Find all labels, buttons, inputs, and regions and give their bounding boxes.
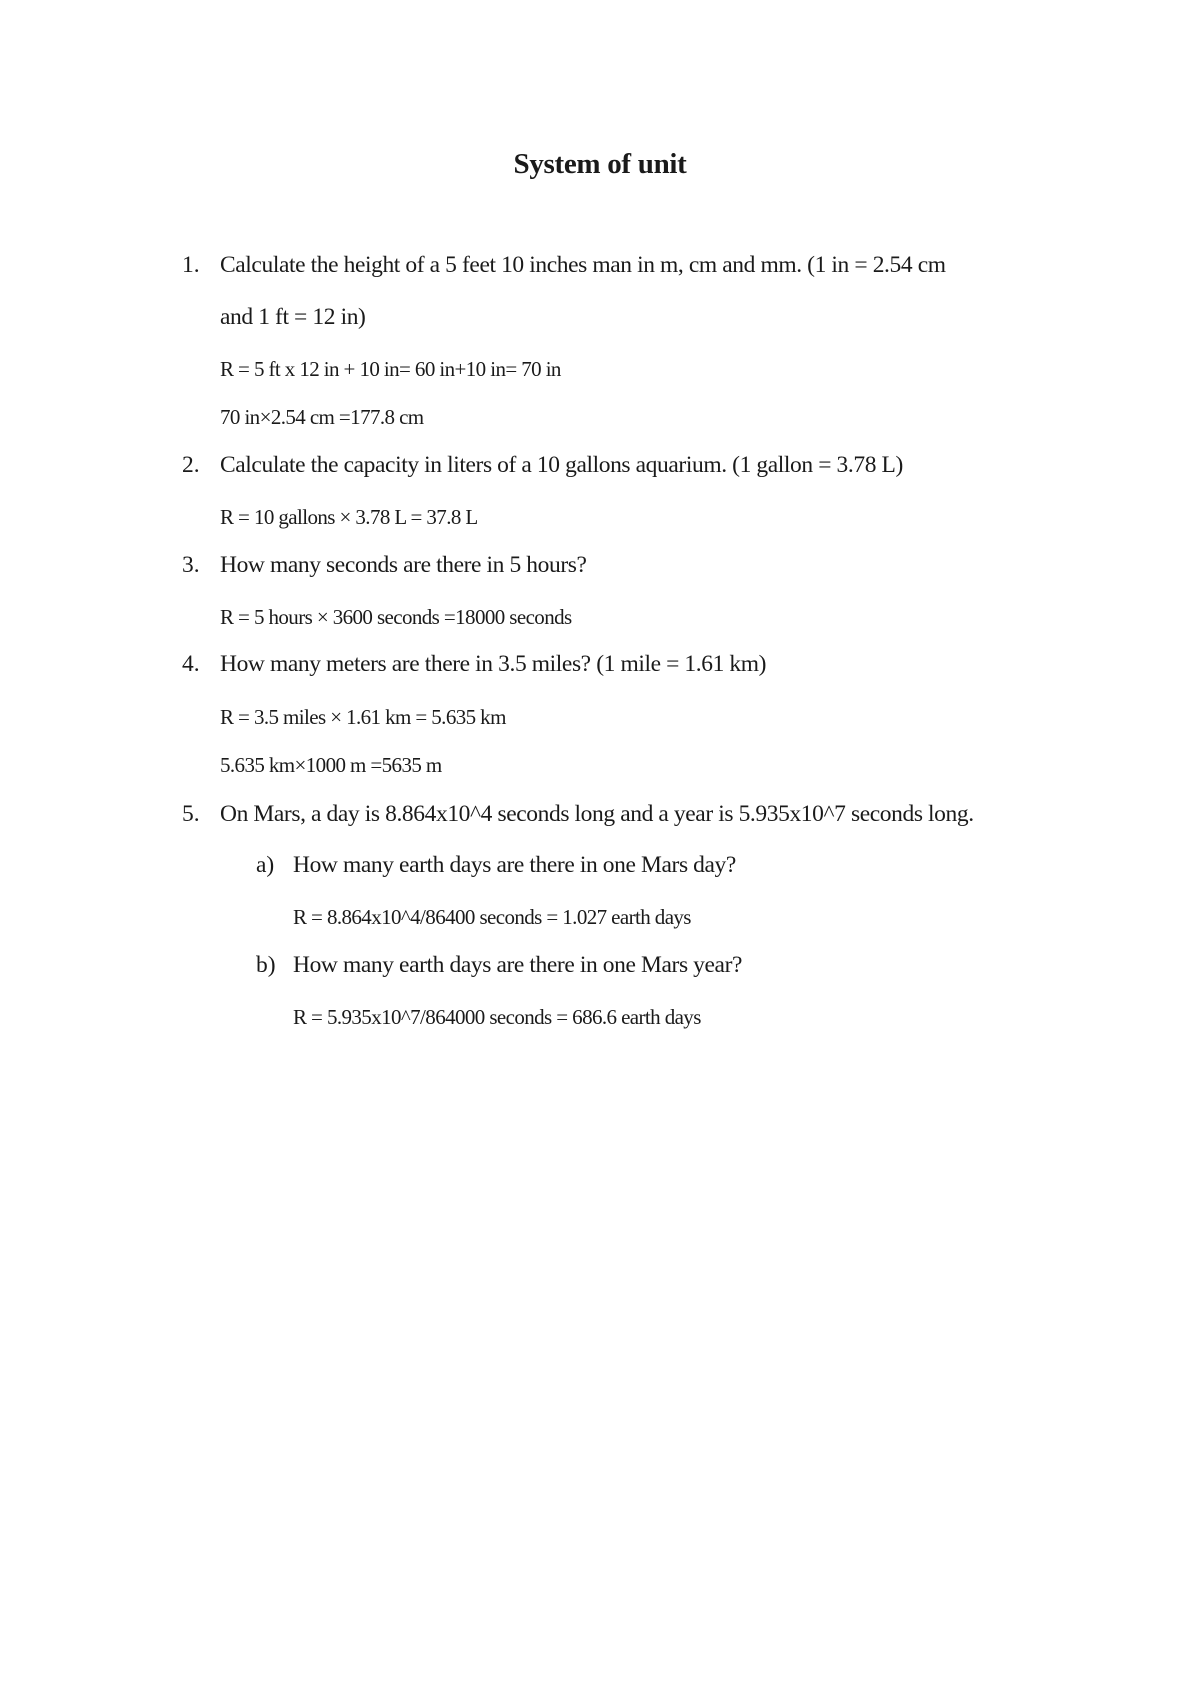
answer-line: R = 5 hours × 3600 seconds =18000 seconds: [220, 605, 572, 629]
answer-line: R = 8.864x10^4/86400 seconds = 1.027 earth days: [293, 905, 691, 929]
question-text: How many seconds are there in 5 hours?: [220, 552, 587, 578]
answer-line: 5.635 km×1000 m =5635 m: [220, 753, 442, 777]
subquestion-text: How many earth days are there in one Mars year?: [293, 952, 743, 978]
question-text-continued: and 1 ft = 12 in): [220, 304, 366, 330]
subquestion-letter: a): [256, 852, 275, 878]
answer-line: R = 5 ft x 12 in + 10 in= 60 in+10 in= 70 in: [220, 357, 561, 381]
answer-line: 70 in×2.54 cm =177.8 cm: [220, 405, 424, 429]
page-title: System of unit: [513, 148, 687, 180]
subquestion-text: How many earth days are there in one Mars day?: [293, 852, 736, 878]
question-number: 5.: [182, 801, 200, 827]
answer-line: R = 10 gallons × 3.78 L = 37.8 L: [220, 505, 478, 529]
answer-line: R = 3.5 miles × 1.61 km = 5.635 km: [220, 705, 506, 729]
question-text: How many meters are there in 3.5 miles? (1 mile = 1.61 km): [220, 651, 767, 677]
answer-line: R = 5.935x10^7/864000 seconds = 686.6 earth days: [293, 1005, 701, 1029]
question-number: 4.: [182, 651, 200, 677]
question-text: Calculate the height of a 5 feet 10 inches man in m, cm and mm. (1 in = 2.54 cm: [220, 252, 946, 278]
question-number: 3.: [182, 552, 200, 578]
question-text: On Mars, a day is 8.864x10^4 seconds long and a year is 5.935x10^7 seconds long.: [220, 801, 974, 827]
subquestion-letter: b): [256, 952, 276, 978]
question-text: Calculate the capacity in liters of a 10 gallons aquarium. (1 gallon = 3.78 L): [220, 452, 903, 478]
question-number: 2.: [182, 452, 200, 478]
question-number: 1.: [182, 252, 200, 278]
